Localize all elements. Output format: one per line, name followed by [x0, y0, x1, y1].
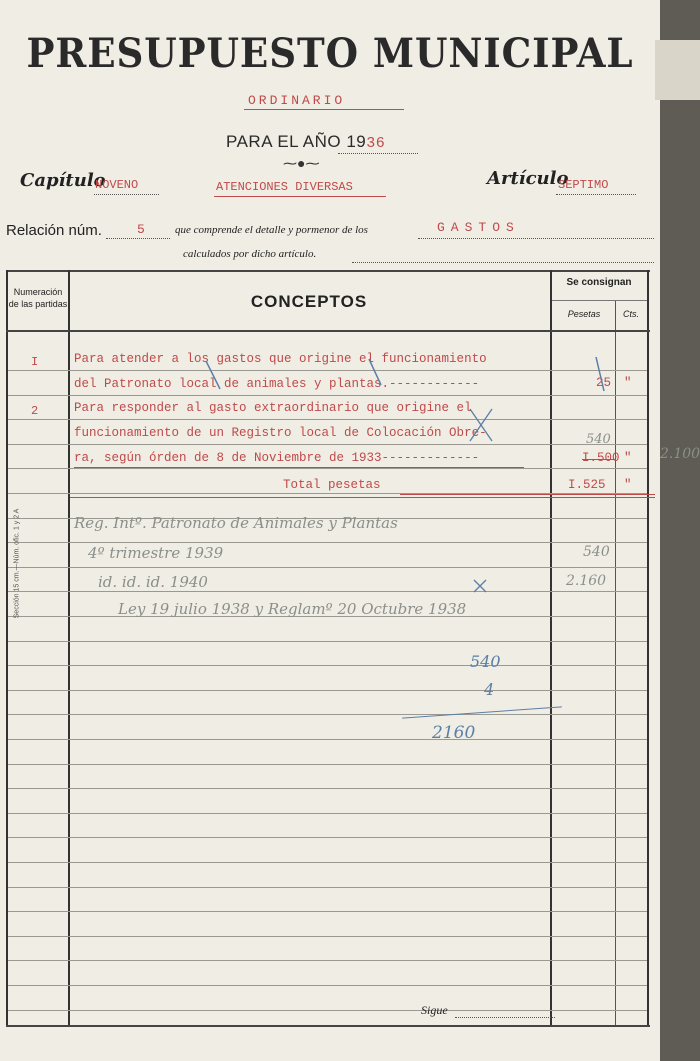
calc-value: 2160: [432, 723, 476, 743]
consignan-divider: [552, 300, 647, 301]
check-mark-icon: [590, 355, 620, 395]
table-right-border: [647, 270, 649, 1025]
ruled-line: [8, 542, 647, 543]
check-mark-icon: [365, 355, 405, 395]
relacion-kind: GASTOS: [437, 220, 520, 235]
ruled-line: [8, 985, 647, 986]
ruled-line: [8, 862, 647, 863]
rule-red-1: [74, 467, 524, 468]
capitulo-label: Capítulo: [20, 170, 106, 191]
calc-rule: [402, 706, 562, 718]
year-underline: [338, 153, 418, 154]
ruled-line: [8, 395, 647, 396]
relacion-number: 5: [137, 222, 145, 237]
check-mark-icon: [200, 355, 240, 395]
side-print-text: Sección 15 cm.—Núm. ofic. 1 y 2 A: [13, 508, 21, 619]
ruled-line: [8, 714, 647, 715]
ruled-line: [8, 591, 647, 592]
ruled-line: [8, 444, 647, 445]
header-se-consignan: Se consignan: [566, 277, 632, 288]
table-bottom-border: [6, 1025, 650, 1027]
relacion-text-1: que comprende el detalle y pormenor de los: [175, 224, 368, 236]
cross-mark-icon: [472, 578, 488, 594]
year-line: [226, 132, 385, 152]
table-col-divider-3: [615, 300, 616, 1025]
total-red-rule-2: [70, 497, 655, 498]
partida-line: Para atender a los gastos que origine el funcionamiento: [74, 352, 487, 366]
ruled-line: [8, 567, 647, 568]
capitulo-desc-underline: [214, 196, 386, 197]
ruled-line: [8, 960, 647, 961]
partida-number: 2: [31, 404, 39, 418]
capitulo-underline: [94, 194, 159, 195]
background-paper: [655, 40, 700, 100]
capitulo-value: NOVENO: [95, 178, 139, 192]
background-edge: [660, 0, 700, 1061]
partida-cts: ": [624, 376, 632, 390]
calc-value: 540: [470, 652, 501, 671]
partida-line: del Patronato local de animales y plantas.------------: [74, 377, 480, 391]
relacion-text2-underline: [352, 262, 654, 263]
pesetas-strikethrough: [582, 459, 616, 460]
ruled-line: [8, 813, 647, 814]
total-cts: ": [624, 478, 632, 492]
ruled-line: [8, 837, 647, 838]
partida-pesetas: 25: [596, 376, 612, 390]
capitulo-description: ATENCIONES DIVERSAS: [216, 180, 353, 194]
partida-line: funcionamiento de un Registro local de Colocación Obre-: [74, 426, 487, 440]
ruled-line: [8, 665, 647, 666]
articulo-underline: [556, 194, 636, 195]
handwritten-amount: 2.160: [566, 573, 607, 589]
handwritten-note: Reg. Intº. Patronato de Animales y Plantas: [74, 514, 398, 532]
articulo-value: SEPTIMO: [558, 178, 609, 192]
ruled-line: [8, 764, 647, 765]
cross-mark-icon: [466, 405, 496, 445]
partida-cts: ": [624, 451, 632, 465]
pesetas-correction: 540: [586, 432, 611, 447]
partida-number: I: [31, 355, 39, 369]
ruled-line: [8, 419, 647, 420]
header-numeracion: Numeración de las partidas: [8, 287, 68, 309]
ruled-line: [8, 739, 647, 740]
handwritten-amount: 540: [583, 544, 610, 560]
relacion-text-2: calculados por dicho artículo.: [183, 248, 317, 260]
table-top-border: [6, 270, 650, 272]
document-title: PRESUPUESTO MUNICIPAL: [26, 30, 634, 77]
handwritten-note: id. id. id. 1940: [98, 573, 208, 591]
handwritten-note: Ley 19 julio 1938 y Reglamº 20 Octubre 1938: [118, 600, 467, 618]
year-suffix: 36: [366, 135, 386, 152]
ornament: ⁓●⁓: [283, 157, 320, 172]
relacion-kind-underline: [418, 238, 654, 239]
calc-value: 4: [484, 680, 495, 699]
ruled-line: [8, 641, 647, 642]
handwritten-note: 4º trimestre 1939: [88, 544, 224, 562]
ruled-line: [8, 690, 647, 691]
ruled-line: [8, 468, 647, 469]
partida-line: ra, según órden de 8 de Noviembre de 1933-------------: [74, 451, 480, 465]
ruled-line: [8, 370, 647, 371]
ruled-line: [8, 936, 647, 937]
total-pesetas: I.525: [568, 478, 606, 492]
ruled-line: [8, 1010, 647, 1011]
header-cts: Cts.: [622, 309, 639, 319]
total-red-rule: [400, 494, 655, 495]
ruled-line: [8, 911, 647, 912]
articulo-label: Artículo: [487, 168, 569, 189]
ruled-line: [8, 887, 647, 888]
margin-note: 2.100: [660, 446, 700, 462]
partida-pesetas: I.500: [582, 451, 620, 465]
budget-type: ORDINARIO: [248, 93, 346, 108]
year-label: PARA EL AÑO 19: [226, 132, 367, 151]
header-conceptos: CONCEPTOS: [250, 292, 368, 311]
sigue-dots: [455, 1017, 555, 1018]
header-pesetas: Pesetas: [567, 309, 601, 319]
relacion-num-underline: [106, 238, 170, 239]
partida-line: Para responder al gasto extraordinario que origine el: [74, 401, 472, 415]
budget-type-underline: [244, 109, 404, 110]
relacion-label: Relación núm.: [6, 222, 102, 239]
table-header-bottom: [6, 330, 650, 332]
sigue-label: Sigue: [421, 1003, 448, 1017]
total-label: Total pesetas: [283, 478, 381, 492]
ruled-line: [8, 788, 647, 789]
